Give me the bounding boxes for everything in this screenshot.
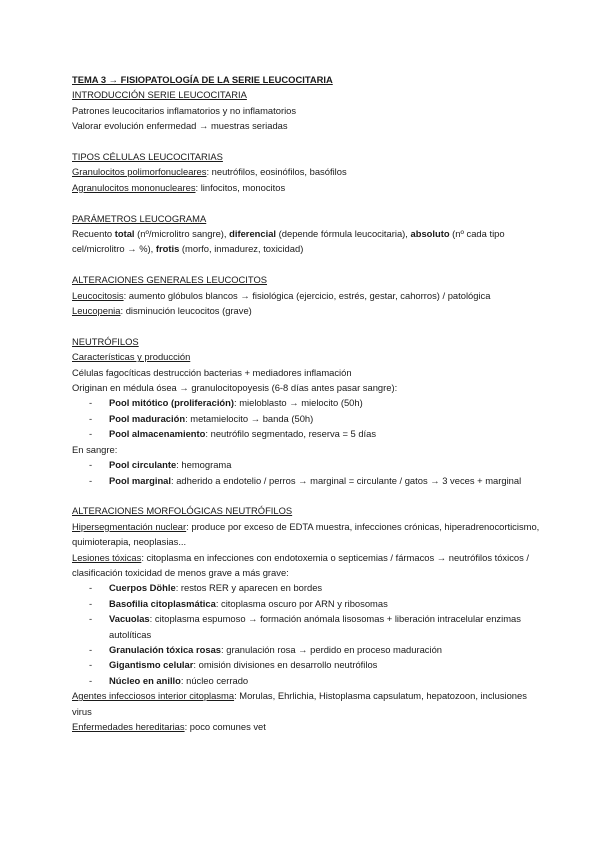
list-item: - Vacuolas: citoplasma espumoso → formación anómala lisosomas + liberación intracelular enzimas autolíticas bbox=[89, 613, 521, 640]
intro-line: Valorar evolución enfermedad → muestras seriadas bbox=[72, 120, 288, 132]
subheading: Características y producción bbox=[72, 351, 191, 363]
morfologicas-paragraph: Agentes infecciosos interior citoplasma: Morulas, Ehrlichia, Histoplasma capsulatum, hepatozoon, inclusiones virus bbox=[72, 690, 527, 717]
term: Granulocitos polimorfonucleares bbox=[72, 166, 207, 178]
list-item: - Gigantismo celular: omisión divisiones en desarrollo neutrófilos bbox=[89, 659, 378, 671]
list-item: - Pool circulante: hemograma bbox=[89, 459, 232, 471]
neutrofilos-line: En sangre: bbox=[72, 443, 118, 455]
neutrofilos-line: Células fagocíticas destrucción bacterias + mediadores inflamación bbox=[72, 366, 352, 378]
document-title: TEMA 3 → FISIOPATOLOGÍA DE LA SERIE LEUCOCITARIA bbox=[72, 74, 333, 85]
section-heading-neutrofilos: NEUTRÓFILOS bbox=[72, 335, 139, 347]
morfologicas-paragraph: Lesiones tóxicas: citoplasma en infecciones con endotoxemia o septicemias / fármacos → neutrófilos tóxicos / clasificación toxicidad de menos grave a más grave: bbox=[72, 551, 529, 578]
section-heading-tipos: TIPOS CÉLULAS LEUCOCITARIAS bbox=[72, 151, 223, 163]
section-heading-alteraciones: ALTERACIONES GENERALES LEUCOCITOS bbox=[72, 274, 268, 286]
list-item: - Basofilia citoplasmática: citoplasma oscuro por ARN y ribosomas bbox=[89, 597, 388, 609]
section-heading-intro: INTRODUCCIÓN SERIE LEUCOCITARIA bbox=[72, 89, 247, 101]
list-item: - Pool almacenamiento: neutrófilo segmentado, reserva = 5 días bbox=[89, 428, 377, 440]
morfologicas-paragraph: Hipersegmentación nuclear: produce por exceso de EDTA muestra, infecciones crónicas, hiperadrenocorticismo, quimioterapia, neoplasias... bbox=[72, 520, 540, 548]
alteraciones-line: Leucopenia: disminución leucocitos (grave) bbox=[72, 305, 252, 317]
list-item: - Granulación tóxica rosas: granulación rosa → perdido en proceso maduración bbox=[89, 643, 442, 655]
intro-line: Patrones leucocitarios inflamatorios y no inflamatorios bbox=[72, 104, 297, 116]
list-item: - Pool mitótico (proliferación): mieloblasto → mielocito (50h) bbox=[89, 397, 363, 409]
list-item: - Pool marginal: adherido a endotelio / perros → marginal = circulante / gatos → 3 veces + marginal bbox=[89, 474, 522, 486]
list-item: - Cuerpos Döhle: restos RER y aparecen en bordes bbox=[89, 582, 323, 594]
list-item: - Pool maduración: metamielocito → banda (50h) bbox=[89, 412, 314, 424]
morfologicas-paragraph: Enfermedades hereditarias: poco comunes vet bbox=[72, 720, 266, 732]
parametros-paragraph: Recuento total (nº/microlitro sangre), diferencial (depende fórmula leucocitaria), absoluto (nº cada tipo cel/microlitro → %), frotis (morfo, inmadurez, toxicidad) bbox=[72, 228, 505, 255]
neutrofilos-line: Originan en médula ósea → granulocitopoyesis (6-8 días antes pasar sangre): bbox=[72, 382, 398, 394]
tipos-line: Agranulocitos mononucleares: linfocitos, monocitos bbox=[72, 181, 286, 193]
section-heading-parametros: PARÁMETROS LEUCOGRAMA bbox=[72, 212, 207, 224]
list-item: - Núcleo en anillo: núcleo cerrado bbox=[89, 674, 249, 686]
term: Agranulocitos mononucleares bbox=[72, 181, 196, 193]
alteraciones-line: Leucocitosis: aumento glóbulos blancos → fisiológica (ejercicio, estrés, gestar, cahorros) / patológica bbox=[72, 289, 491, 301]
tipos-line: Granulocitos polimorfonucleares: neutrófilos, eosinófilos, basófilos bbox=[72, 166, 347, 178]
section-heading-morfologicas: ALTERACIONES MORFOLÓGICAS NEUTRÓFILOS bbox=[72, 505, 293, 517]
